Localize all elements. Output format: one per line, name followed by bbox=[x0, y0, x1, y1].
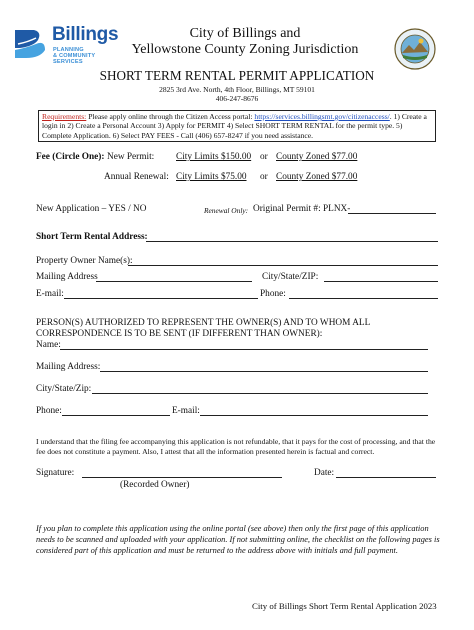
mailing-address-field[interactable] bbox=[96, 281, 252, 282]
original-permit-field[interactable] bbox=[348, 213, 436, 214]
email-label: E-mail: bbox=[36, 289, 64, 299]
date-field[interactable] bbox=[336, 477, 436, 478]
phone-field[interactable] bbox=[289, 298, 438, 299]
authorized-phone-label: Phone: bbox=[36, 406, 62, 416]
annual-city-option[interactable]: City Limits $75.00 bbox=[176, 172, 247, 182]
billings-logo-mark-icon bbox=[12, 26, 48, 60]
county-seal-icon bbox=[394, 28, 436, 70]
authorized-phone-field[interactable] bbox=[62, 415, 170, 416]
fee-label: Fee (Circle One): bbox=[36, 152, 105, 162]
new-permit-county-option[interactable]: County Zoned $77.00 bbox=[276, 152, 358, 162]
or-text: or bbox=[260, 152, 268, 162]
online-portal-note: If you plan to complete this application using the online portal (see above) then only the first page of this application needs to be scanned and uploaded with your application. If not submitting online, the checklist on the following pages is considered part of this application and must be returned to the address above with initials and full payment. bbox=[36, 524, 440, 555]
new-permit-label: New Permit: bbox=[107, 152, 155, 162]
owner-names-field[interactable] bbox=[128, 265, 438, 266]
new-permit-city-option[interactable]: City Limits $150.00 bbox=[176, 152, 252, 162]
authorized-heading: PERSON(S) AUTHORIZED TO REPRESENT THE OWNER(S) AND TO WHOM ALL CORRESPONDENCE IS TO BE SENT (IF DIFFERENT THAN OWNER): bbox=[36, 318, 371, 339]
authorized-email-field[interactable] bbox=[200, 415, 428, 416]
str-address-field[interactable] bbox=[146, 241, 438, 242]
signature-label: Signature: bbox=[36, 468, 75, 478]
logo-wordmark: Billings bbox=[52, 24, 119, 45]
authorized-email-label: E-mail: bbox=[172, 406, 200, 416]
page-footer: City of Billings Short Term Rental Application 2023 bbox=[252, 601, 437, 611]
owner-names-label: Property Owner Name(s): bbox=[36, 256, 133, 266]
authorized-mailing-field[interactable] bbox=[100, 371, 428, 372]
mailing-address-label: Mailing Address bbox=[36, 272, 98, 282]
authorized-city-label: City/State/Zip: bbox=[36, 384, 92, 394]
jurisdiction-title: City of Billings and Yellowstone County Zoning Jurisdiction bbox=[131, 26, 359, 57]
recorded-owner-label: (Recorded Owner) bbox=[120, 480, 190, 490]
or-text: or bbox=[260, 172, 268, 182]
annual-county-option[interactable]: County Zoned $77.00 bbox=[276, 172, 358, 182]
attestation-statement: I understand that the filing fee accompanying this application is not refundable, that it pays for the cost of processing, and that the fee does not constitute a payment. Also, I attest that all the information presented herein is factual and correct. bbox=[36, 437, 436, 456]
form-title: SHORT TERM RENTAL PERMIT APPLICATION bbox=[99, 68, 375, 83]
renewal-only-label: Renewal Only: bbox=[204, 206, 249, 215]
phone-label: Phone: bbox=[260, 289, 286, 299]
date-label: Date: bbox=[314, 468, 335, 478]
new-application-choice[interactable]: New Application – YES / NO bbox=[36, 204, 147, 214]
original-permit-label: Original Permit #: PLNX- bbox=[253, 204, 351, 214]
requirements-text: Requirements: Please apply online through the Citizen Access portal: https://services.billingsmt.gov/citizenaccess/. 1) Create a login in 2) Create a Personal Account 3) Apply for PERMIT 4) Select SHORT TERM RENTAL for the permit type. 5) Complete Application. 6) Select PAY FEES - Call (406) 657-8247 if you need assistance. bbox=[42, 112, 427, 140]
email-field[interactable] bbox=[64, 298, 258, 299]
authorized-mailing-label: Mailing Address: bbox=[36, 362, 101, 372]
authorized-name-field[interactable] bbox=[60, 349, 428, 350]
authorized-city-field[interactable] bbox=[92, 393, 428, 394]
city-state-zip-label: City/State/ZIP: bbox=[262, 272, 319, 282]
signature-field[interactable] bbox=[82, 477, 282, 478]
city-state-zip-field[interactable] bbox=[324, 281, 438, 282]
authorized-name-label: Name: bbox=[36, 340, 61, 350]
office-address: 2825 3rd Ave. North, 4th Floor, Billings, MT 59101 406-247-8676 bbox=[159, 85, 315, 103]
citizen-access-link[interactable]: https://services.billingsmt.gov/citizenaccess/ bbox=[254, 112, 390, 121]
annual-renewal-label: Annual Renewal: bbox=[104, 172, 169, 182]
str-address-label: Short Term Rental Address: bbox=[36, 232, 148, 242]
logo-subtitle: PLANNING & COMMUNITY SERVICES bbox=[53, 47, 96, 66]
